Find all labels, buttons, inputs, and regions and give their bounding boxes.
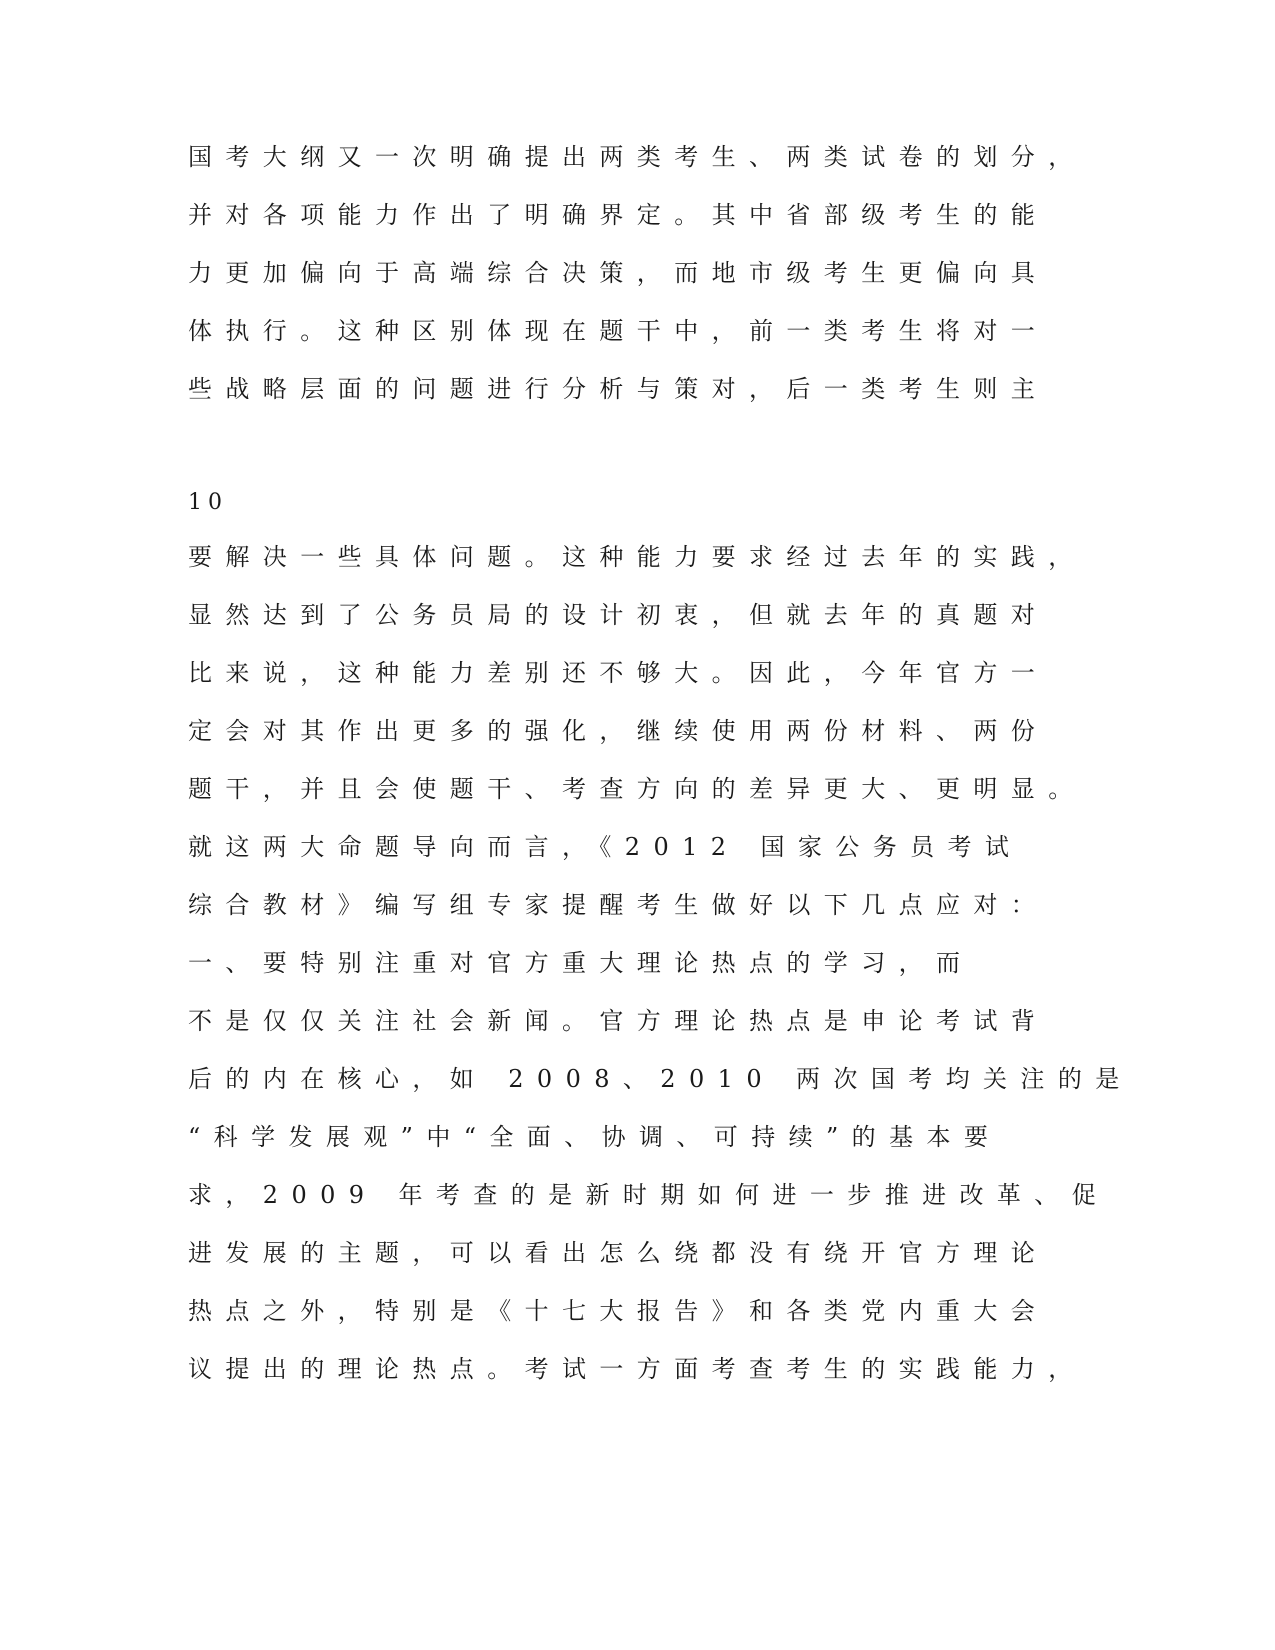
- text-line: 后的内在核心，如 2008、2010 两次国考均关注的是: [188, 1065, 1133, 1093]
- text-line: 显然达到了公务员局的设计初衷，但就去年的真题对: [188, 601, 1049, 629]
- text-line: “科学发展观”中“全面、协调、可持续”的基本要: [188, 1123, 1002, 1151]
- text-line: 就这两大命题导向而言，《2012 国家公务员考试: [188, 833, 1023, 861]
- text-line: 进发展的主题，可以看出怎么绕都没有绕开官方理论: [188, 1239, 1049, 1267]
- text-line: 热点之外，特别是《十七大报告》和各类党内重大会: [188, 1297, 1049, 1325]
- text-line: 综合教材》编写组专家提醒考生做好以下几点应对：: [188, 891, 1049, 919]
- text-line: 定会对其作出更多的强化，继续使用两份材料、两份: [188, 717, 1049, 745]
- text-line: 一、要特别注重对官方重大理论热点的学习，而: [188, 949, 974, 977]
- text-line: 力更加偏向于高端综合决策，而地市级考生更偏向具: [188, 259, 1049, 287]
- text-line: 题干，并且会使题干、考查方向的差异更大、更明显。: [188, 775, 1086, 803]
- text-line: 不是仅仅关注社会新闻。官方理论热点是申论考试背: [188, 1007, 1049, 1035]
- text-line: 求，2009 年考查的是新时期如何进一步推进改革、促: [188, 1181, 1110, 1209]
- text-line: 要解决一些具体问题。这种能力要求经过去年的实践，: [188, 543, 1086, 571]
- text-line: 体执行。这种区别体现在题干中，前一类考生将对一: [188, 317, 1049, 345]
- page-number: 10: [188, 490, 228, 515]
- text-line: 比来说，这种能力差别还不够大。因此，今年官方一: [188, 659, 1049, 687]
- text-line: 并对各项能力作出了明确界定。其中省部级考生的能: [188, 201, 1049, 229]
- text-line: 些战略层面的问题进行分析与策对，后一类考生则主: [188, 375, 1049, 403]
- text-line: 国考大纲又一次明确提出两类考生、两类试卷的划分，: [188, 143, 1086, 171]
- text-line: 议提出的理论热点。考试一方面考查考生的实践能力，: [188, 1355, 1086, 1383]
